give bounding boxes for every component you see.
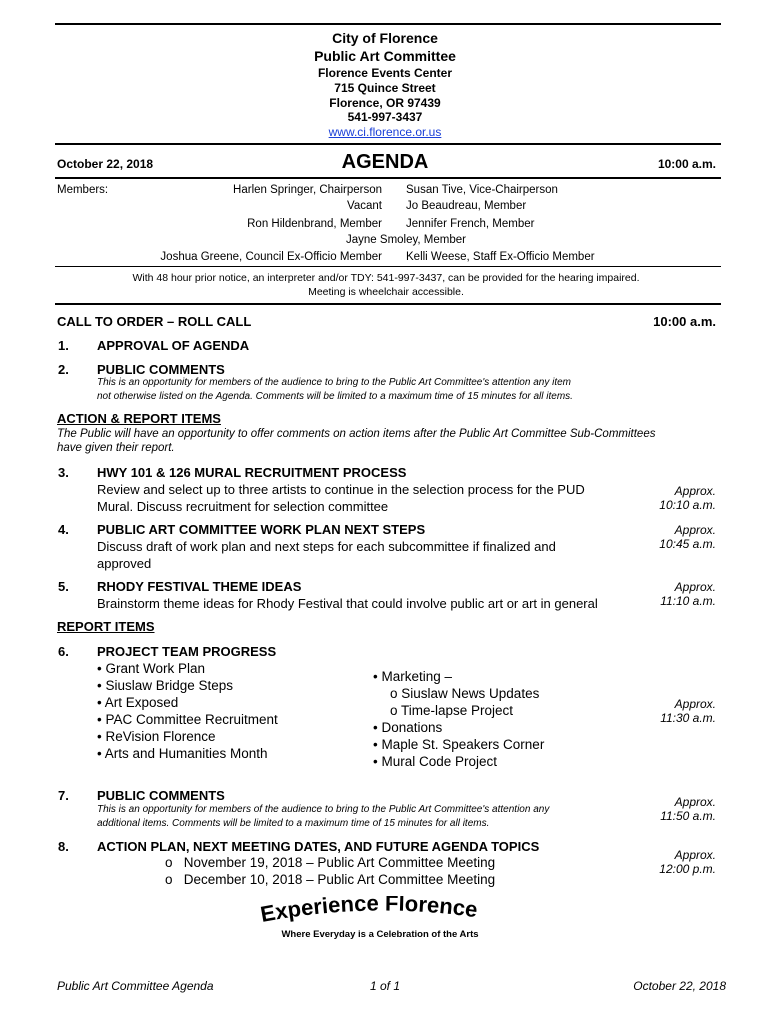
header-citystate: Florence, OR 97439 (329, 96, 441, 110)
members-rule (55, 266, 721, 267)
member-entry: Joshua Greene, Council Ex-Officio Member (160, 251, 382, 263)
footer-date: October 22, 2018 (633, 979, 726, 993)
item-number: 2. (58, 362, 69, 377)
list-item: • Maple St. Speakers Corner (373, 737, 545, 752)
sub-list-item: o Siuslaw News Updates (390, 686, 540, 701)
approx-time: 11:50 a.m. (660, 809, 716, 823)
sub-list-item: o December 10, 2018 – Public Art Committee Meeting (165, 872, 496, 887)
header-committee: Public Art Committee (314, 48, 456, 64)
item-description: not otherwise listed on the Agenda. Comments will be limited to a maximum time of 15 minutes for all items. (97, 391, 573, 402)
sub-list-item: o November 19, 2018 – Public Art Committee Meeting (165, 855, 496, 870)
agenda-rule (55, 177, 721, 179)
approx-time: 11:30 a.m. (660, 711, 716, 725)
call-to-order-time: 10:00 a.m. (653, 314, 716, 329)
wheelchair-notice: Meeting is wheelchair accessible. (308, 286, 464, 298)
approx-label: Approx. (674, 484, 716, 498)
item-title: APPROVAL OF AGENDA (97, 338, 250, 353)
item-description: approved (97, 556, 152, 571)
member-entry: Vacant (347, 200, 382, 212)
member-entry: Harlen Springer, Chairperson (233, 184, 382, 196)
item-number: 7. (58, 788, 69, 803)
footer-left: Public Art Committee Agenda (57, 979, 214, 993)
meeting-time: 10:00 a.m. (657, 157, 716, 171)
approx-label: Approx. (674, 523, 716, 537)
list-item: • Mural Code Project (373, 754, 498, 769)
item-title: PROJECT TEAM PROGRESS (97, 644, 277, 659)
member-entry: Susan Tive, Vice-Chairperson (406, 184, 558, 196)
logo-tagline: Where Everyday is a Celebration of the Arts (281, 929, 479, 940)
approx-time: 12:00 p.m. (659, 862, 716, 876)
item-description: Mural. Discuss recruitment for selection committee (97, 499, 389, 514)
page-number: 1 of 1 (369, 979, 401, 993)
list-item: • Siuslaw Bridge Steps (97, 678, 234, 693)
item-title: ACTION PLAN, NEXT MEETING DATES, AND FUTURE AGENDA TOPICS (97, 839, 540, 854)
item-description: Brainstorm theme ideas for Rhody Festival that could involve public art or art in general (97, 596, 598, 611)
section-heading: ACTION & REPORT ITEMS (57, 411, 221, 426)
member-entry: Jayne Smoley, Member (346, 234, 466, 246)
item-title: PUBLIC COMMENTS (97, 788, 225, 803)
list-item: • Art Exposed (97, 695, 179, 710)
list-item: • Arts and Humanities Month (97, 746, 268, 761)
approx-label: Approx. (674, 580, 716, 594)
list-item: • Marketing – (373, 669, 453, 684)
item-description: Discuss draft of work plan and next steps for each subcommittee if finalized and (97, 539, 556, 554)
member-entry: Ron Hildenbrand, Member (247, 218, 382, 230)
approx-time: 11:10 a.m. (660, 594, 716, 608)
approx-time: 10:45 a.m. (659, 537, 716, 551)
item-title: HWY 101 & 126 MURAL RECRUITMENT PROCESS (97, 465, 407, 480)
section-note: The Public will have an opportunity to offer comments on action items after the Public Art Committee Sub-Committees (57, 428, 656, 440)
list-item: • Donations (373, 720, 443, 735)
item-description: additional items. Comments will be limited to a maximum time of 15 minutes for all items. (97, 818, 490, 829)
logo-wordmark: Experience Florence (258, 896, 480, 927)
item-title: PUBLIC COMMENTS (97, 362, 225, 377)
approx-time: 10:10 a.m. (659, 498, 716, 512)
member-entry: Kelli Weese, Staff Ex-Officio Member (406, 251, 595, 263)
list-item: • Grant Work Plan (97, 661, 206, 676)
item-description: Review and select up to three artists to continue in the selection process for the PUD (97, 482, 585, 497)
item-number: 5. (58, 579, 69, 594)
header-city: City of Florence (332, 30, 438, 46)
item-number: 8. (58, 839, 69, 854)
agenda-title: AGENDA (341, 151, 429, 173)
header-rule (55, 143, 721, 145)
member-entry: Jennifer French, Member (406, 218, 535, 230)
approx-label: Approx. (674, 795, 716, 809)
item-number: 1. (58, 338, 69, 353)
list-item: • ReVision Florence (97, 729, 216, 744)
section-heading: REPORT ITEMS (57, 619, 155, 634)
call-to-order: CALL TO ORDER – ROLL CALL (57, 314, 252, 329)
item-description: This is an opportunity for members of the audience to bring to the Public Art Committee's attention any (97, 804, 550, 815)
item-number: 4. (58, 522, 69, 537)
members-label: Members: (57, 184, 109, 196)
sub-list-item: o Time-lapse Project (390, 703, 514, 718)
member-entry: Jo Beaudreau, Member (406, 200, 527, 212)
website-link[interactable]: www.ci.florence.or.us (328, 125, 442, 139)
section-note: have given their report. (57, 442, 175, 454)
approx-label: Approx. (674, 697, 716, 711)
item-description: This is an opportunity for members of the audience to bring to the Public Art Committee's attention any item (97, 377, 571, 388)
meeting-date: October 22, 2018 (57, 157, 154, 171)
header-venue: Florence Events Center (317, 66, 453, 80)
item-title: PUBLIC ART COMMITTEE WORK PLAN NEXT STEPS (97, 522, 426, 537)
top-rule (55, 23, 721, 25)
item-number: 6. (58, 644, 69, 659)
item-title: RHODY FESTIVAL THEME IDEAS (97, 579, 302, 594)
experience-florence-logo (258, 896, 518, 948)
header-street: 715 Quince Street (334, 81, 436, 95)
header-phone: 541-997-3437 (347, 110, 423, 124)
item-number: 3. (58, 465, 69, 480)
notice-rule (55, 303, 721, 305)
approx-label: Approx. (674, 848, 716, 862)
logo-wordmark-svg (258, 896, 518, 948)
list-item: • PAC Committee Recruitment (97, 712, 278, 727)
accessibility-notice: With 48 hour prior notice, an interpreter and/or TDY: 541-997-3437, can be provided for the hearing impaired. (132, 272, 640, 284)
